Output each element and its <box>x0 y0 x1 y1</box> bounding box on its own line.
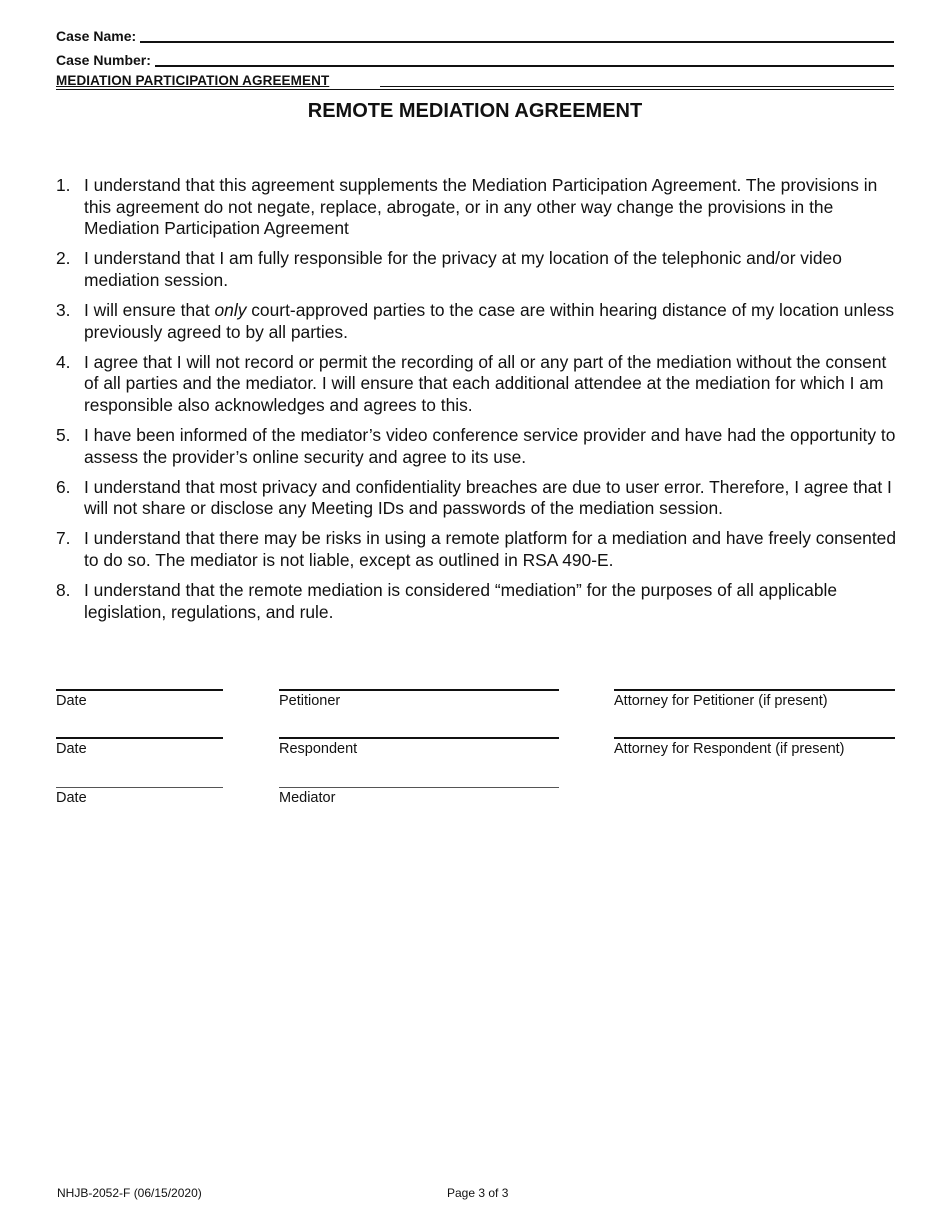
term-item-3 <box>56 300 896 343</box>
page-title: REMOTE MEDIATION AGREEMENT <box>307 100 643 122</box>
date-label-3: Date <box>56 790 87 806</box>
term-number: 5. <box>56 424 71 445</box>
date-label-2: Date <box>56 741 87 757</box>
mediator-label: Mediator <box>279 790 336 806</box>
term-number: 1. <box>56 175 71 195</box>
term-number: 3. <box>56 299 71 320</box>
respondent-label: Respondent <box>279 741 358 757</box>
date-label-1: Date <box>56 693 87 709</box>
term-text: I understand that this agreement supplements the Mediation Participation Agreement. The provisions in this agreement do not negate, replace, abrogate, or in any other way change the provisions in the Mediation Participation Agreement <box>84 175 878 239</box>
term-item-4 <box>56 352 896 417</box>
term-text: I understand that most privacy and confidentiality breaches are due to user error. Therefore, I agree that I will not share or disclose any Meeting IDs and passwords of the mediation session. <box>84 476 892 519</box>
case-name-label: Case Name: <box>56 28 137 44</box>
date-signature-line-3[interactable] <box>56 787 223 788</box>
respondent-signature-line[interactable] <box>279 737 559 739</box>
section-rule <box>380 86 894 87</box>
term-text: I agree that I will not record or permit the recording of all or any part of the mediation without the consent of all parties and the mediator. I will ensure that each additional attendee at the mediation for which I am responsible also acknowledges and agrees to this. <box>84 351 887 415</box>
terms-list <box>56 175 896 632</box>
petitioner-attorney-signature-line[interactable] <box>614 689 895 691</box>
case-number-line <box>155 51 894 67</box>
case-number-field <box>56 51 894 68</box>
section-label: MEDIATION PARTICIPATION AGREEMENT <box>56 73 330 88</box>
case-name-line <box>140 27 894 43</box>
term-item-6 <box>56 477 896 520</box>
case-number-label: Case Number: <box>56 52 151 68</box>
term-text <box>84 300 896 343</box>
term-emphasis: only <box>214 299 247 320</box>
date-signature-line-1[interactable] <box>56 689 223 691</box>
mediator-signature-line[interactable] <box>279 787 559 788</box>
respondent-attorney-signature-line[interactable] <box>614 737 895 739</box>
term-item-2 <box>56 248 896 291</box>
term-number: 6. <box>56 476 71 497</box>
petitioner-label: Petitioner <box>279 693 341 709</box>
date-signature-line-2[interactable] <box>56 737 223 739</box>
petitioner-attorney-label: Attorney for Petitioner (if present) <box>614 693 828 709</box>
term-number: 4. <box>56 351 71 372</box>
term-text-after: court-approved parties to the case are within hearing distance of my location unless previously agreed to by all parties. <box>84 299 895 342</box>
respondent-attorney-label: Attorney for Respondent (if present) <box>614 741 845 757</box>
term-text: I understand that there may be risks in using a remote platform for a mediation and have freely consented to do so. The mediator is not liable, except as outlined in RSA 490-E. <box>84 528 897 570</box>
section-rule-lower <box>56 89 894 90</box>
term-item-1 <box>56 175 896 240</box>
term-number: 8. <box>56 580 71 600</box>
term-item-8 <box>56 580 896 623</box>
term-text: I have been informed of the mediator’s video conference service provider and have had the opportunity to assess the provider’s online security and agree to its use. <box>84 424 896 467</box>
form-id: NHJB-2052-F (06/15/2020) <box>57 1186 202 1200</box>
page-number: Page 3 of 3 <box>447 1186 509 1200</box>
term-text: I understand that I am fully responsible for the privacy at my location of the telephonic and/or video mediation session. <box>84 248 842 290</box>
term-item-5 <box>56 425 896 468</box>
term-number: 7. <box>56 528 71 549</box>
term-text-before: I will ensure that <box>84 299 215 320</box>
term-item-7 <box>56 528 896 571</box>
term-number: 2. <box>56 248 71 269</box>
term-text: I understand that the remote mediation is considered “mediation” for the purposes of all applicable legislation, regulations, and rule. <box>84 580 838 622</box>
case-name-field <box>56 27 894 44</box>
petitioner-signature-line[interactable] <box>279 689 559 691</box>
